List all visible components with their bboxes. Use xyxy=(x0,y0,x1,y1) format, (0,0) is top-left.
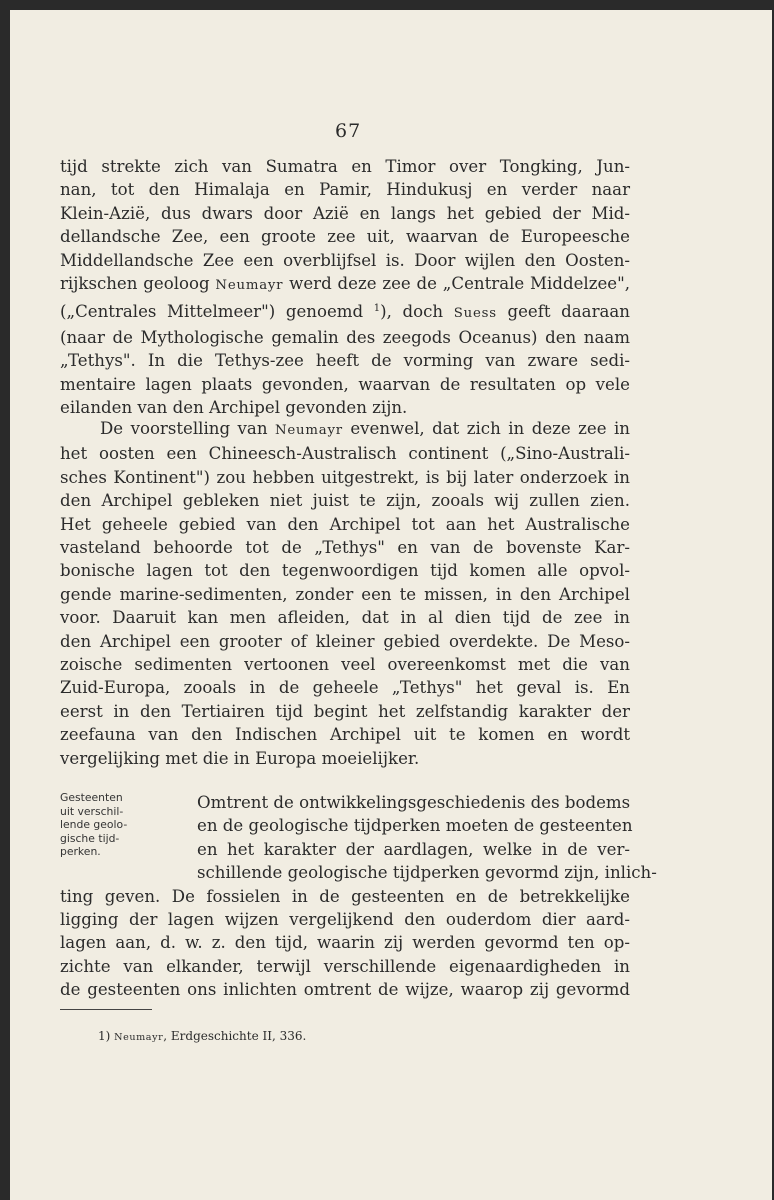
footnote-author: Neumayr xyxy=(114,1032,164,1043)
text-line: den Archipel een grooter of kleiner gebied overdekte. De Meso- xyxy=(60,631,630,651)
text-line: vasteland behoorde tot de „Tethys" en van de bovenste Kar- xyxy=(60,538,630,558)
margin-note-line: gische tijd- xyxy=(60,831,120,845)
footnote-reference: 1 xyxy=(373,303,381,315)
text-line: zoische sedimenten vertoonen veel overeenkomst met die van xyxy=(60,655,630,675)
text-fragment: evenwel, dat zich in deze zee in xyxy=(342,419,630,438)
book-page xyxy=(10,10,772,1200)
text-line xyxy=(60,272,630,297)
text-line: zeefauna van den Indischen Archipel uit te komen en wordt xyxy=(60,725,630,745)
text-line: ligging der lagen wijzen vergelijkend den ouderdom dier aard- xyxy=(60,910,630,930)
text-line xyxy=(60,417,630,442)
text-line: voor. Daaruit kan men afleiden, dat in al dien tijd de zee in xyxy=(60,608,630,628)
text-line: dellandsche Zee, een groote zee uit, waarvan de Europeesche xyxy=(60,227,630,247)
footnote xyxy=(98,1028,306,1046)
text-line: mentaire lagen plaats gevonden, waarvan de resultaten op vele xyxy=(60,374,630,394)
paragraph-tethys xyxy=(60,155,630,419)
text-line: (naar de Mythologische gemalin des zeegods Oceanus) den naam xyxy=(60,327,630,347)
text-line: zichte van elkander, terwijl verschillende eigenaardigheden in xyxy=(60,956,630,976)
text-line: Het geheele gebied van den Archipel tot aan het Australische xyxy=(60,514,630,534)
text-line: ting geven. De fossielen in de gesteenten en de betrekkelijke xyxy=(60,886,630,906)
page-number: 67 xyxy=(335,120,362,142)
text-line: Klein-Azië, dus dwars door Azië en langs het gebied der Mid- xyxy=(60,203,630,223)
author-name-neumayr: Neumayr xyxy=(215,278,284,294)
text-line xyxy=(60,297,630,325)
text-line: gende marine-sedimenten, zonder een te missen, in den Archipel xyxy=(60,584,630,604)
text-line: lagen aan, d. w. z. den tijd, waarin zij werden gevormd ten op- xyxy=(60,933,630,953)
text-line: nan, tot den Himalaja en Pamir, Hindukusj en verder naar xyxy=(60,180,630,200)
text-line: sches Kontinent") zou hebben uitgestrekt, is bij later onderzoek in xyxy=(60,467,630,487)
text-fragment: („Centrales Mittelmeer") genoemd xyxy=(60,302,374,322)
margin-note-line: Gesteenten xyxy=(60,791,123,804)
paragraph-neumayr-continent xyxy=(60,417,630,770)
footnote-marker: 1) xyxy=(98,1029,111,1043)
text-line: „Tethys". In die Tethys-zee heeft de vorming van zware sedi- xyxy=(60,351,630,371)
text-line: tijd strekte zich van Sumatra en Timor over Tongking, Jun- xyxy=(60,157,630,176)
text-line: schillende geologische tijdperken gevormd zijn, inlich- xyxy=(197,863,657,883)
margin-note-line: lende geolo- xyxy=(60,818,128,831)
margin-note-line: uit verschil- xyxy=(60,804,124,818)
author-name-neumayr: Neumayr xyxy=(274,423,343,438)
text-line: de gesteenten ons inlichten omtrent de wijze, waarop zij gevormd xyxy=(60,980,630,1000)
text-line: en de geologische tijdperken moeten de gesteenten xyxy=(197,816,633,836)
text-fragment: De voorstelling van xyxy=(100,419,275,438)
text-line: het oosten een Chineesch-Australisch continent („Sino-Australi- xyxy=(60,444,630,464)
text-line: vergelijking met die in Europa moeielijker. xyxy=(60,748,420,768)
paragraph-rock-formations xyxy=(60,791,657,1002)
text-line: Middellandsche Zee een overblijfsel is. Door wijlen den Oosten- xyxy=(60,250,630,270)
margin-note-line: perken. xyxy=(60,845,101,858)
footnote-divider xyxy=(60,1009,152,1010)
footnote-text: , Erdgeschichte II, 336. xyxy=(163,1029,307,1043)
text-line: Zuid-Europa, zooals in de geheele „Tethys" het geval is. En xyxy=(60,678,630,698)
text-line: den Archipel gebleken niet juist te zijn, zooals wij zullen zien. xyxy=(60,491,630,511)
text-line: bonische lagen tot den tegenwoordigen tijd komen alle opvol- xyxy=(60,561,630,581)
text-line: eilanden van den Archipel gevonden zijn. xyxy=(60,398,408,418)
text-fragment: rijkschen geoloog xyxy=(60,274,216,294)
text-line: Omtrent de ontwikkelingsgeschiedenis des bodems xyxy=(197,793,631,812)
text-fragment: ), doch xyxy=(380,302,454,322)
text-line: en het karakter der aardlagen, welke in de ver- xyxy=(197,839,630,859)
text-line: eerst in den Tertiairen tijd begint het zelfstandig karakter der xyxy=(60,701,630,721)
text-fragment: werd deze zee de „Centrale Middelzee", xyxy=(283,274,630,294)
text-fragment: geeft daaraan xyxy=(496,302,630,322)
author-name-suess: Suess xyxy=(453,306,497,322)
